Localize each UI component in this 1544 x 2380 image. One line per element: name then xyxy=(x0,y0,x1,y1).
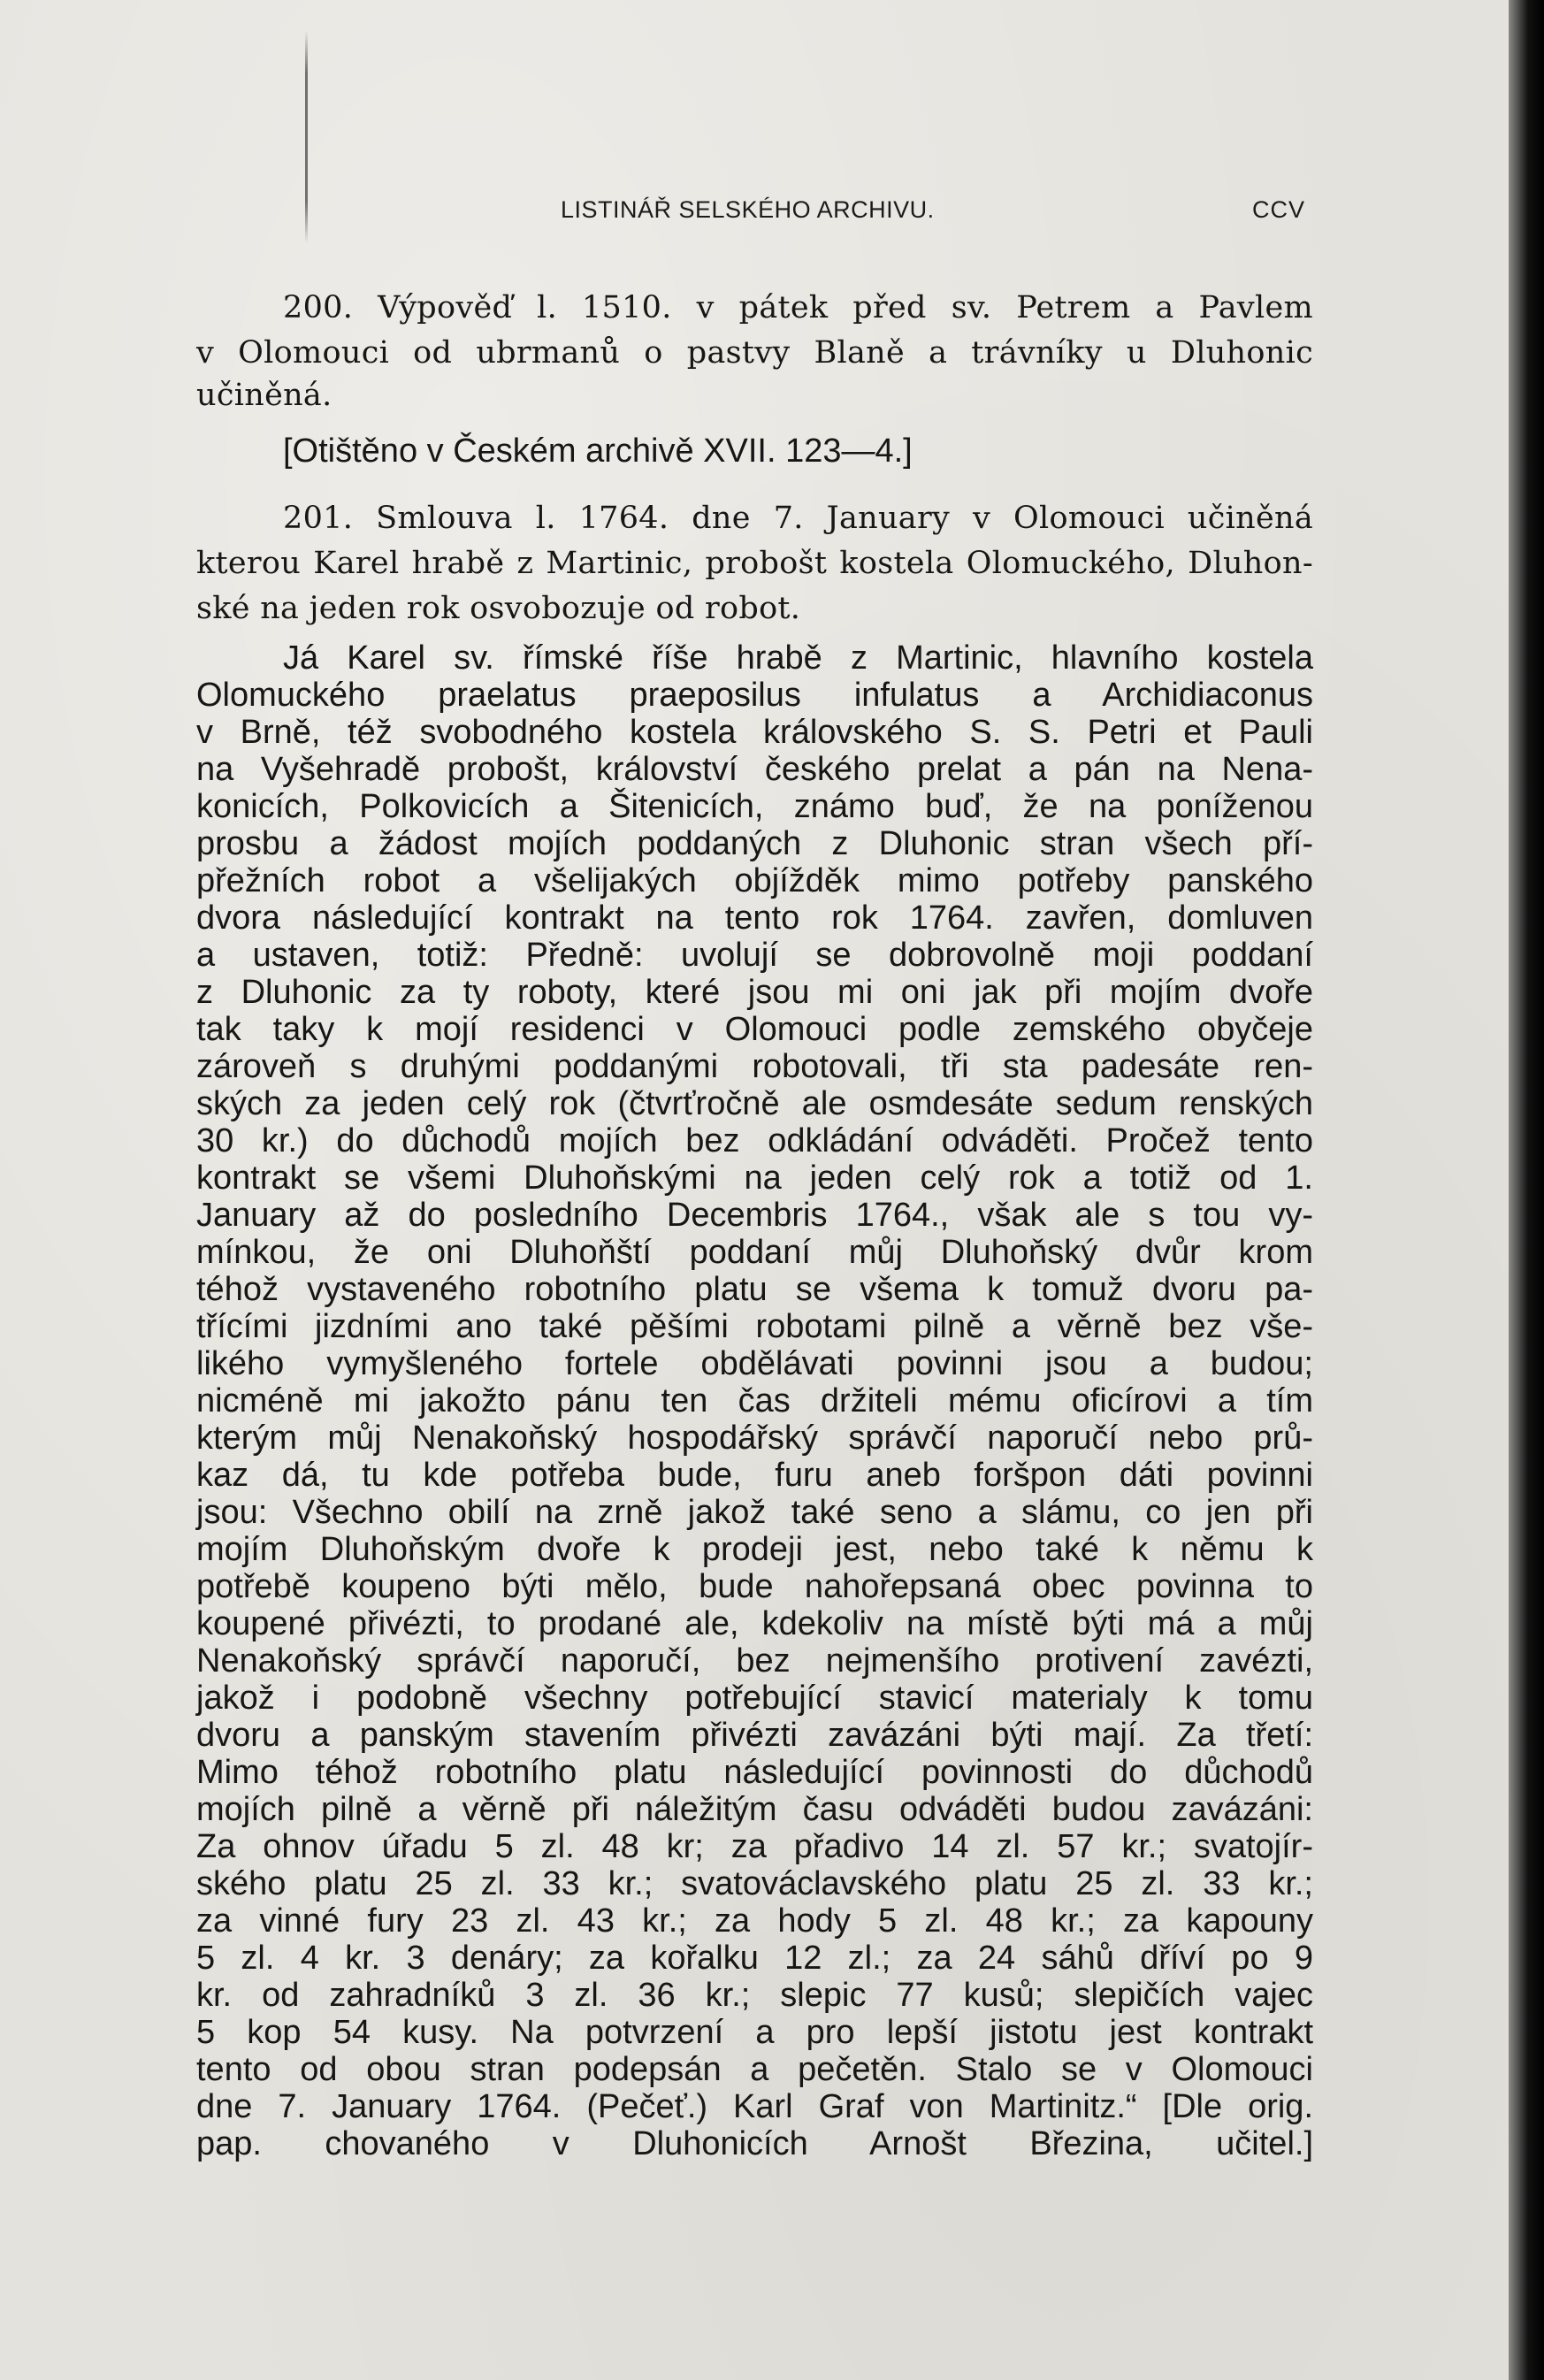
body-line-39: tento od obou stran podepsán a pečetěn. Stalo se v Olomouci xyxy=(196,2051,1313,2088)
body-line-16: January až do posledního Decembris 1764., však ale s tou vy- xyxy=(196,1197,1313,1234)
body-line-25: mojím Dluhoňským dvoře k prodeji jest, nebo také k němu k xyxy=(196,1531,1313,1568)
body-line-3: v Brně, též svobodného kostela královského S. S. Petri et Pauli xyxy=(196,714,1313,751)
entry-200-heading-line-1: 200. Výpověď l. 1510. v pátek před sv. Petrem a Pavlem xyxy=(283,290,1313,325)
body-line-15: kontrakt se všemi Dluhoňskými na jeden celý rok a totiž od 1. xyxy=(196,1159,1313,1197)
body-line-6: prosbu a žádost mojích poddaných z Dluhonic stran všech pří- xyxy=(196,825,1313,862)
body-line-1: Já Karel sv. římské říše hrabě z Martinic, hlavního kostela xyxy=(283,639,1313,677)
body-line-37: kr. od zahradníků 3 zl. 36 kr.; slepic 77 kusů; slepičích vajec xyxy=(196,1977,1313,2014)
body-line-28: Nenakoňský správčí naporučí, bez nejmenšího protivení zavézti, xyxy=(196,1642,1313,1680)
entry-201-heading-line-2: kterou Karel hrabě z Martinic, probošt kostela Olomuckého, Dluhon- xyxy=(196,546,1313,581)
body-line-29: jakož i podobně všechny potřebující stavicí materialy k tomu xyxy=(196,1680,1313,1717)
body-line-13: ských za jeden celý rok (čtvrťročně ale osmdesáte sedum renských xyxy=(196,1085,1313,1122)
body-line-2: Olomuckého praelatus praeposilus infulatus a Archidiaconus xyxy=(196,677,1313,714)
body-line-19: třícími jizdními ano také pěšími robotami pilně a věrně bez vše- xyxy=(196,1308,1313,1345)
entry-200-print-note: [Otištěno v Českém archivě XVII. 123—4.] xyxy=(283,432,913,470)
entry-200-heading-line-3: učiněná. xyxy=(196,378,332,413)
scan-right-edge xyxy=(1509,0,1544,2380)
body-line-4: na Vyšehradě probošt, království českého prelat a pán na Nena- xyxy=(196,751,1313,788)
body-line-8: dvora následující kontrakt na tento rok 1764. zavřen, domluven xyxy=(196,899,1313,937)
body-line-18: téhož vystaveného robotního platu se všema k tomuž dvoru pa- xyxy=(196,1271,1313,1308)
body-line-27: koupené přivézti, to prodané ale, kdekoliv na místě býti má a můj xyxy=(196,1605,1313,1642)
body-line-35: za vinné fury 23 zl. 43 kr.; za hody 5 zl. 48 kr.; za kapouny xyxy=(196,1902,1313,1940)
body-line-20: likého vymyšleného fortele obdělávati povinni jsou a budou; xyxy=(196,1345,1313,1382)
body-line-14: 30 kr.) do důchodů mojích bez odkládání odváděti. Pročež tento xyxy=(196,1122,1313,1159)
body-line-22: kterým můj Nenakoňský hospodářský správčí naporučí nebo prů- xyxy=(196,1420,1313,1457)
body-line-11: tak taky k mojí residenci v Olomouci podle zemského obyčeje xyxy=(196,1011,1313,1048)
body-line-34: ského platu 25 zl. 33 kr.; svatováclavského platu 25 zl. 33 kr.; xyxy=(196,1865,1313,1902)
entry-201-heading-line-3: ské na jeden rok osvobozuje od robot. xyxy=(196,591,801,626)
body-line-12: zároveň s druhými poddanými robotovali, tři sta padesáte ren- xyxy=(196,1048,1313,1085)
body-line-31: Mimo téhož robotního platu následující povinnosti do důchodů xyxy=(196,1754,1313,1791)
page-number: CCV xyxy=(1251,196,1305,223)
body-line-21: nicméně mi jakožto pánu ten čas držiteli mému oficírovi a tím xyxy=(196,1382,1313,1420)
body-line-32: mojích pilně a věrně při náležitým času odváděti budou zavázáni: xyxy=(196,1791,1313,1828)
body-line-10: z Dluhonic za ty roboty, které jsou mi oni jak při mojím dvoře xyxy=(196,974,1313,1011)
entry-200-heading-line-2: v Olomouci od ubrmanů o pastvy Blaně a trávníky u Dluhonic xyxy=(196,335,1313,371)
scan-edge-mark xyxy=(305,31,308,243)
body-line-26: potřebě koupeno býti mělo, bude nahořepsaná obec povinna to xyxy=(196,1568,1313,1605)
body-line-36: 5 zl. 4 kr. 3 denáry; za kořalku 12 zl.; za 24 sáhů dříví po 9 xyxy=(196,1940,1313,1977)
entry-201-heading-line-1: 201. Smlouva l. 1764. dne 7. January v Olomouci učiněná xyxy=(283,501,1313,536)
body-line-23: kaz dá, tu kde potřeba bude, furu aneb foršpon dáti povinni xyxy=(196,1457,1313,1494)
body-line-5: konicích, Polkovicích a Šitenicích, známo buď, že na poníženou xyxy=(196,788,1313,825)
body-line-30: dvoru a panským stavením přivézti zavázáni býti mají. Za třetí: xyxy=(196,1717,1313,1754)
body-line-33: Za ohnov úřadu 5 zl. 48 kr; za přadivo 14 zl. 57 kr.; svatojír- xyxy=(196,1828,1313,1865)
body-line-7: přežních robot a všelijakých objížděk mimo potřeby panského xyxy=(196,862,1313,899)
body-line-9: a ustaven, totiž: Předně: uvolují se dobrovolně moji poddaní xyxy=(196,937,1313,974)
body-line-38: 5 kop 54 kusy. Na potvrzení a pro lepší jistotu jest kontrakt xyxy=(196,2014,1313,2051)
running-head: LISTINÁŘ SELSKÉHO ARCHIVU. xyxy=(561,196,935,223)
body-line-24: jsou: Všechno obilí na zrně jakož také seno a slámu, co jen při xyxy=(196,1494,1313,1531)
body-line-41: pap. chovaného v Dluhonicích Arnošt Březina, učitel.] xyxy=(196,2125,1313,2162)
body-line-40: dne 7. January 1764. (Pečeť.) Karl Graf von Martinitz.“ [Dle orig. xyxy=(196,2088,1313,2125)
body-line-17: mínkou, že oni Dluhoňští poddaní můj Dluhoňský dvůr krom xyxy=(196,1234,1313,1271)
